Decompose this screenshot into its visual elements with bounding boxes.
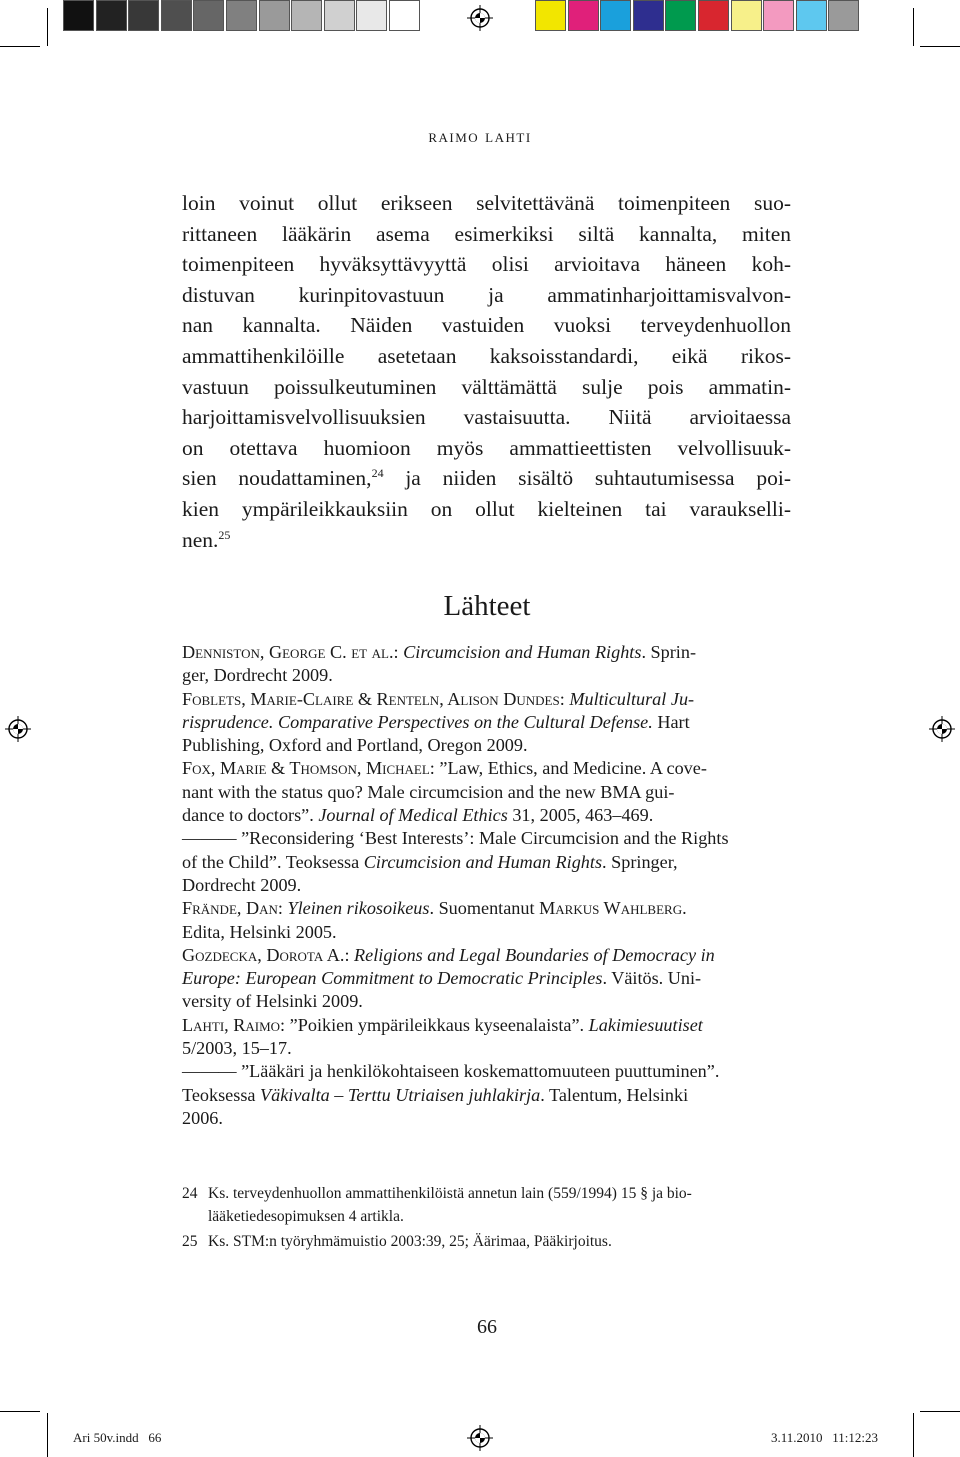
body-text-run: nen. [182, 527, 219, 552]
footnote-ref-24[interactable]: 24 [371, 466, 384, 481]
crop-mark [920, 1411, 960, 1412]
registration-mark-icon [467, 5, 493, 31]
ref-translator: Markus Wahlberg [539, 898, 683, 919]
reference-entry [182, 688, 791, 758]
footnote-number: 25 [182, 1233, 198, 1250]
ref-text: nant with the status quo? Male circumcision and the new BMA gui- [182, 781, 675, 802]
color-swatch [226, 0, 257, 31]
footnote-text: Ks. STM:n työryhmämuistio 2003:39, 25; Äärimaa, Pääkirjoitus. [208, 1233, 612, 1250]
ref-text: : [277, 898, 288, 919]
ref-text: : [280, 1014, 290, 1035]
body-line: ammattihenkilöille asetetaan kaksoisstandardi, eikä rikos- [182, 343, 791, 368]
body-line: on otettava huomioon myös ammattieettisten velvollisuuk- [182, 435, 791, 460]
color-swatch [763, 0, 794, 31]
footnotes [182, 1183, 791, 1257]
ref-text: . Väitös. Uni- [602, 968, 702, 989]
color-swatch [356, 0, 387, 31]
slug-file: Ari 50v.indd 66 [73, 1430, 162, 1445]
reference-entry [182, 897, 791, 944]
ref-ditto-dash: ——— [182, 828, 237, 849]
ref-author: Gozdecka, Dorota A. [182, 944, 345, 965]
color-swatch [324, 0, 355, 31]
body-line: toimenpiteen hyväksyttävyyttä olisi arvioitava häneen koh- [182, 252, 791, 277]
color-swatch [665, 0, 696, 31]
ref-text: . Talentum, Helsinki [540, 1084, 689, 1105]
ref-author: Lahti, Raimo [182, 1014, 281, 1035]
page-number: 66 [477, 1316, 497, 1338]
grayscale-color-bar [63, 0, 422, 36]
ref-title: Yleinen rikosoikeus [287, 898, 430, 919]
footnote-line: lääketiedesopimuksen 4 artikla. [208, 1207, 404, 1225]
crop-mark [913, 1413, 914, 1457]
color-swatch [828, 0, 859, 31]
reference-entry [182, 827, 791, 897]
crop-mark [920, 46, 960, 47]
ref-text: ”Lääkäri ja henkilökohtaiseen koskemattomuuteen puuttuminen”. [236, 1061, 720, 1082]
ref-author: Frände, Dan [182, 898, 278, 919]
ref-title: Väkivalta – Terttu Utriaisen juhlakirja [260, 1084, 541, 1105]
registration-mark-icon [5, 716, 31, 742]
body-text-run: ja niiden sisältö suhtautumisessa poi- [383, 466, 792, 491]
color-swatch [96, 0, 127, 31]
reference-entry [182, 757, 791, 827]
color-swatch [796, 0, 827, 31]
ref-title: Europe: European Commitment to Democratic Principles [182, 968, 603, 989]
color-swatch [161, 0, 192, 31]
ref-text: . Suomentanut [429, 898, 540, 919]
ref-author: Foblets, Marie-Claire & Renteln, Alison Dundes [182, 688, 560, 709]
footnote-line: Ks. terveydenhuollon ammattihenkilöistä annetun lain (559/1994) 15 § ja bio- [208, 1185, 692, 1202]
body-line: distuvan kurinpitovastuun ja ammatinharjoittamisvalvon- [182, 282, 791, 307]
ref-text: of the Child”. Teoksessa [182, 851, 364, 872]
color-swatch [259, 0, 290, 31]
color-swatch [193, 0, 224, 31]
reference-entry [182, 1014, 791, 1061]
ref-text: 31, 2005, 463–469. [507, 805, 654, 826]
ref-journal: Lakimiesuutiset [588, 1014, 703, 1035]
ref-text: 5/2003, 15–17. [182, 1038, 292, 1059]
body-paragraph [182, 188, 791, 555]
crop-mark [0, 1411, 40, 1412]
reference-list [182, 641, 791, 1130]
body-line: rittaneen lääkärin asema esimerkiksi siltä kannalta, miten [182, 221, 791, 246]
color-swatch [600, 0, 631, 31]
reference-entry [182, 944, 791, 1014]
ref-title: Religions and Legal Boundaries of Democracy in [354, 944, 715, 965]
running-head: raimo lahti [428, 126, 532, 146]
body-line: vastuun poissulkeutuminen välttämättä sulje pois ammatin- [182, 374, 791, 399]
color-swatch [535, 0, 566, 31]
crop-mark [47, 1413, 48, 1457]
footnote-text [208, 1183, 791, 1228]
ref-text: dance to doctors”. [182, 805, 319, 826]
ref-text: . Springer, [602, 851, 678, 872]
ref-title: risprudence. Comparative Perspectives on the Cultural Defense. [182, 711, 653, 732]
ref-text: ”Reconsidering ‘Best Interests’: Male Circumcision and the Rights [236, 828, 729, 849]
ref-ditto-dash: ——— [182, 1061, 237, 1082]
body-line: loin voinut ollut erikseen selvitettävänä toimenpiteen suo- [182, 191, 791, 215]
registration-mark-icon [467, 1425, 493, 1451]
color-swatch [389, 0, 420, 31]
body-line [182, 463, 791, 494]
body-line [182, 525, 791, 556]
ref-text: ”Law, Ethics, and Medicine. A cove- [439, 758, 707, 779]
ref-text: Hart [652, 711, 690, 732]
ref-text: . Sprin- [641, 642, 696, 662]
color-swatch [698, 0, 729, 31]
color-swatch [731, 0, 762, 31]
ref-text: Publishing, Oxford and Portland, Oregon 2009. [182, 735, 528, 756]
ref-title: Multicultural Ju- [569, 688, 695, 709]
body-line: harjoittamisvelvollisuuksien vastaisuutta. Niitä arvioitaessa [182, 405, 791, 430]
ref-text: ”Poikien ympärileikkaus kyseenalaista”. [289, 1014, 589, 1035]
ref-text: : [344, 944, 355, 965]
footnote-ref-25[interactable]: 25 [218, 527, 231, 542]
ref-text: versity of Helsinki 2009. [182, 991, 363, 1012]
color-swatch [291, 0, 322, 31]
ref-journal: Journal of Medical Ethics [318, 805, 508, 826]
crop-mark [0, 46, 40, 47]
reference-entry [182, 641, 791, 688]
ref-text: Dordrecht 2009. [182, 874, 302, 895]
registration-mark-icon [929, 716, 955, 742]
color-swatch [633, 0, 664, 31]
ref-text: Teoksessa [182, 1084, 261, 1105]
ref-text: ger, Dordrecht 2009. [182, 665, 333, 686]
crop-mark [47, 8, 48, 46]
ref-text: : [559, 688, 570, 709]
footnote-24 [182, 1183, 791, 1228]
ref-text: . [682, 898, 687, 919]
body-text-run: sien noudattaminen, [182, 466, 372, 491]
reference-entry [182, 1060, 791, 1130]
ref-title: Circumcision and Human Rights [363, 851, 603, 872]
process-color-bar [535, 0, 861, 36]
color-swatch [63, 0, 94, 31]
ref-author: Denniston, George C. et al. [182, 642, 394, 662]
ref-text: : [393, 642, 404, 662]
footnote-25 [182, 1231, 791, 1254]
ref-text: : [429, 758, 440, 779]
body-line: nan kannalta. Näiden vastuiden vuoksi terveydenhuollon [182, 313, 791, 338]
crop-mark [913, 8, 914, 46]
ref-author: Fox, Marie & Thomson, Michael [182, 758, 430, 779]
ref-text: 2006. [182, 1107, 223, 1128]
color-swatch [128, 0, 159, 31]
ref-text: Edita, Helsinki 2005. [182, 921, 337, 942]
body-line: kien ympärileikkauksiin on ollut kielteinen tai varaukselli- [182, 496, 791, 521]
section-title: Lähteet [443, 590, 531, 622]
footnote-number: 24 [182, 1185, 198, 1202]
ref-title: Circumcision and Human Rights [403, 642, 642, 662]
color-swatch [568, 0, 599, 31]
slug-date: 3.11.2010 11:12:23 [771, 1430, 879, 1445]
